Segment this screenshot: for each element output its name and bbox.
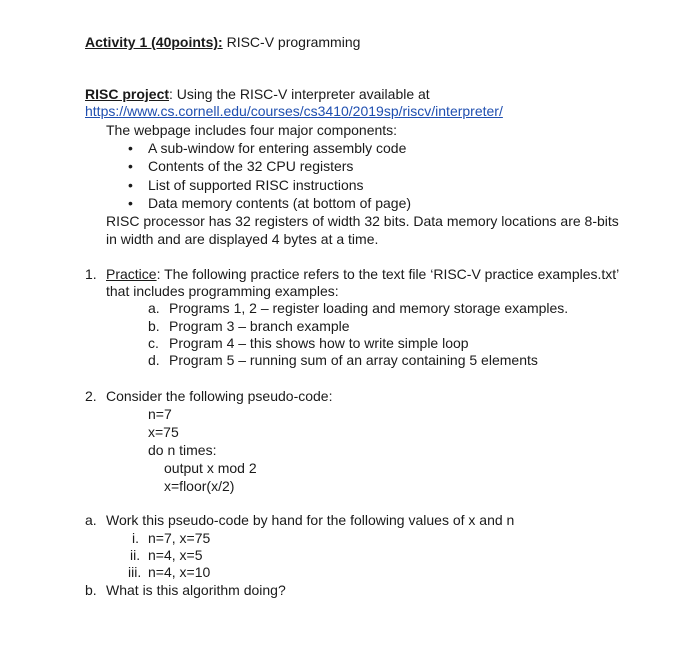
activity-title-prefix: Activity 1 (40points): xyxy=(85,34,223,50)
value-marker: iii. xyxy=(128,564,142,580)
activity-title xyxy=(85,34,360,51)
question-1-number: 1. xyxy=(85,266,97,282)
interpreter-link[interactable]: https://www.cs.cornell.edu/courses/cs3410/2019sp/riscv/interpreter/ xyxy=(85,103,503,119)
code-line: x=floor(x/2) xyxy=(164,478,235,494)
practice-item: Program 5 – running sum of an array containing 5 elements xyxy=(169,352,538,368)
code-line: n=7 xyxy=(148,406,172,422)
processor-desc-line2: in width and are displayed 4 bytes at a time. xyxy=(106,231,379,247)
code-line: output x mod 2 xyxy=(164,460,257,476)
item-marker: c. xyxy=(148,335,159,351)
bullet-icon: • xyxy=(128,140,133,156)
question-2-text: Consider the following pseudo-code: xyxy=(106,388,333,404)
part-b-marker: b. xyxy=(85,582,97,598)
value-item: n=4, x=5 xyxy=(148,547,203,563)
part-b-text: What is this algorithm doing? xyxy=(106,582,286,598)
practice-item: Programs 1, 2 – register loading and memory storage examples. xyxy=(169,300,569,316)
item-marker: a. xyxy=(148,300,160,316)
value-item: n=7, x=75 xyxy=(148,530,211,546)
item-marker: d. xyxy=(148,352,160,368)
question-1-text-line1: : The following practice refers to the text file ‘RISC-V practice examples.txt’ xyxy=(156,266,620,282)
project-intro xyxy=(85,86,430,103)
value-marker: i. xyxy=(132,530,139,546)
bullet-icon: • xyxy=(128,195,133,211)
component-item: Contents of the 32 CPU registers xyxy=(148,158,354,174)
component-item: List of supported RISC instructions xyxy=(148,177,364,193)
practice-item: Program 4 – this shows how to write simple loop xyxy=(169,335,469,351)
part-a-text: Work this pseudo-code by hand for the following values of x and n xyxy=(106,512,515,528)
component-item: A sub-window for entering assembly code xyxy=(148,140,407,156)
value-marker: ii. xyxy=(130,547,141,563)
part-a-marker: a. xyxy=(85,512,97,528)
activity-title-rest: RISC-V programming xyxy=(222,34,361,50)
processor-desc-line1: RISC processor has 32 registers of width 32 bits. Data memory locations are 8-bits xyxy=(106,213,619,229)
project-label: RISC project xyxy=(85,86,170,102)
question-2-number: 2. xyxy=(85,388,97,404)
code-line: x=75 xyxy=(148,424,179,440)
bullet-icon: • xyxy=(128,158,133,174)
item-marker: b. xyxy=(148,318,160,334)
component-item: Data memory contents (at bottom of page) xyxy=(148,195,412,211)
practice-label: Practice xyxy=(106,266,157,282)
code-line: do n times: xyxy=(148,442,217,458)
question-1-text xyxy=(106,266,619,283)
project-intro-text: : Using the RISC-V interpreter available at xyxy=(169,86,430,102)
question-1-text-line2: that includes programming examples: xyxy=(106,283,339,299)
bullet-icon: • xyxy=(128,177,133,193)
components-intro: The webpage includes four major components: xyxy=(106,122,398,138)
value-item: n=4, x=10 xyxy=(148,564,211,580)
practice-item: Program 3 – branch example xyxy=(169,318,350,334)
